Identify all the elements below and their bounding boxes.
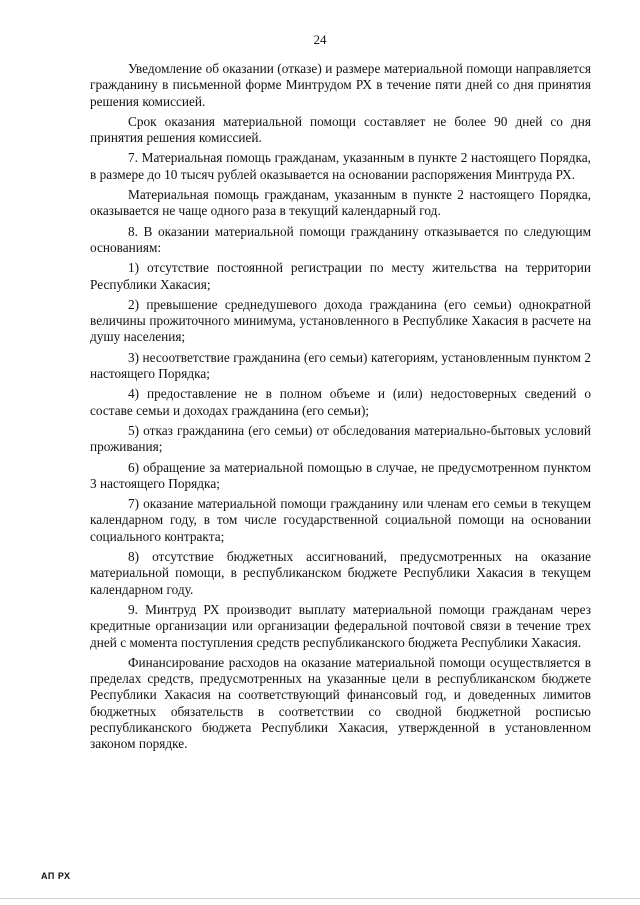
- paragraph-financing: Финансирование расходов на оказание материальной помощи осуществляется в пределах средств, предусмотренных на указанные цели в республиканском бюджете Республики Хакасия на соответствующий финансовый год, и доведенных лимитов бюджетных обязательств в соответствии со сводной бюджетной росписью республиканского бюджета Республики Хакасия, утвержденной в установленном законом порядке.: [90, 654, 591, 752]
- list-item-ground-2: 2) превышение среднедушевого дохода гражданина (его семьи) однократной величины прожиточного минимума, установленного в Республике Хакасия в расчете на душу населения;: [90, 296, 591, 345]
- paragraph-clause-8: 8. В оказании материальной помощи гражданину отказывается по следующим основаниям:: [90, 223, 591, 255]
- paragraph-clause-9: 9. Минтруд РХ производит выплату материальной помощи гражданам через кредитные организации или организации федеральной почтовой связи в течение трех дней с момента поступления средств республиканского бюджета Республики Хакасия.: [90, 601, 591, 650]
- list-item-ground-7: 7) оказание материальной помощи гражданину или членам его семьи в текущем календарном году, в том числе государственной социальной помощи на основании социального контракта;: [90, 496, 591, 544]
- list-item-ground-5: 5) отказ гражданина (его семьи) от обследования материально-бытовых условий проживания;: [90, 422, 591, 455]
- document-body: [90, 61, 591, 757]
- page-number: 24: [313, 32, 327, 47]
- list-item-ground-6: 6) обращение за материальной помощью в случае, не предусмотренном пунктом 3 настоящего Порядка;: [90, 459, 591, 491]
- paragraph-notification: Уведомление об оказании (отказе) и размере материальной помощи направляется гражданину в письменной форме Минтрудом РХ в течение пяти дней со дня принятия решения комиссией.: [90, 61, 591, 109]
- list-item-ground-3: 3) несоответствие гражданина (его семьи) категориям, установленным пунктом 2 настоящего Порядка;: [90, 349, 591, 382]
- paragraph-term: Срок оказания материальной помощи составляет не более 90 дней со дня принятия решения комиссией.: [90, 113, 591, 146]
- list-item-ground-8: 8) отсутствие бюджетных ассигнований, предусмотренных на оказание материальной помощи, в республиканском бюджете Республики Хакасия в текущем календарном году.: [90, 549, 591, 597]
- page-edge-divider: [0, 898, 640, 899]
- list-item-ground-4: 4) предоставление не в полном объеме и (или) недостоверных сведений о составе семьи и доходах гражданина (его семьи);: [90, 386, 591, 418]
- footer-mark: АП РХ: [41, 871, 71, 881]
- paragraph-clause-7: 7. Материальная помощь гражданам, указанным в пункте 2 настоящего Порядка, в размере до 10 тысяч рублей оказывается на основании распоряжения Минтруда РХ.: [90, 150, 591, 182]
- paragraph-frequency: Материальная помощь гражданам, указанным в пункте 2 настоящего Порядка, оказывается не чаще одного раза в текущий календарный год.: [90, 187, 591, 219]
- list-item-ground-1: 1) отсутствие постоянной регистрации по месту жительства на территории Республики Хакасия;: [90, 260, 591, 292]
